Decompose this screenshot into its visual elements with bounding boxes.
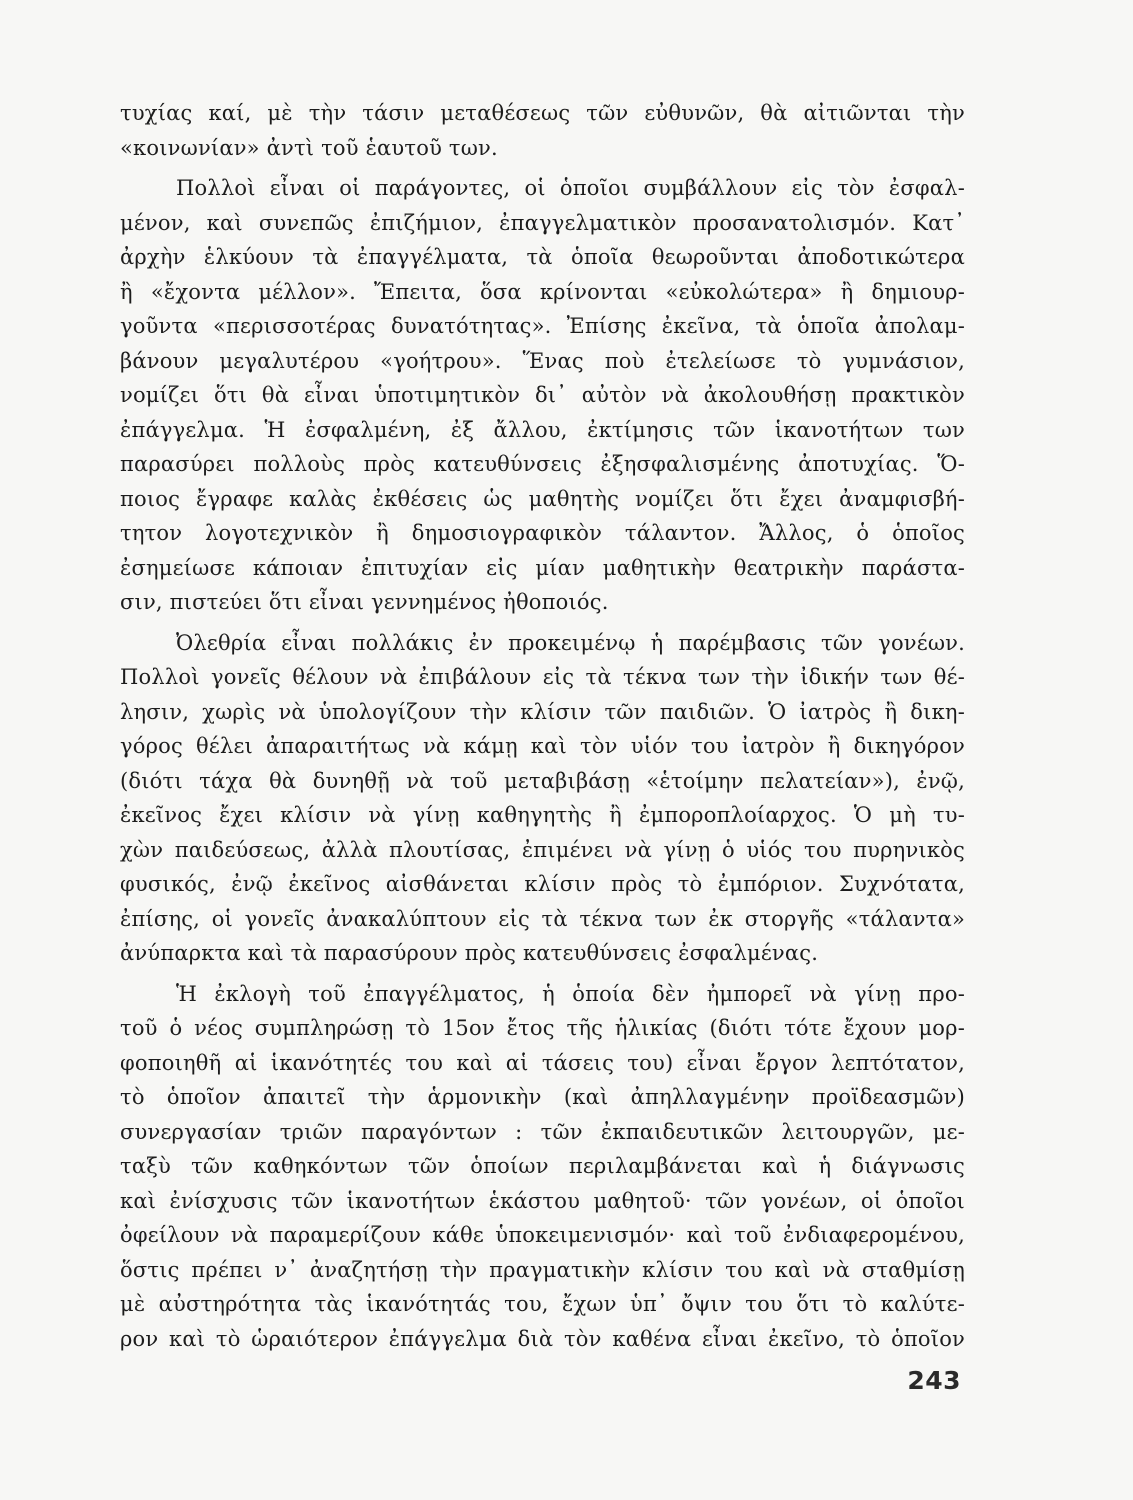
text-line: Ἡ ἐκλογὴ τοῦ ἐπαγγέλματος, ἡ ὁποία δὲν ἠμπορεῖ νὰ γίνῃ προ- [176,981,965,1006]
text-line: ἢ «ἔχοντα μέλλον». Ἔπειτα, ὅσα κρίνονται «εὐκολώτερα» ἢ δημιουρ- [120,279,965,304]
text-line: Πολλοὶ εἶναι οἱ παράγοντες, οἱ ὁποῖοι συμβάλλουν εἰς τὸν ἐσφαλ- [176,176,965,200]
text-line: λησιν, χωρὶς νὰ ὑπολογίζουν τὴν κλίσιν τῶν παιδιῶν. Ὁ ἰατρὸς ἢ δικη- [120,699,965,724]
text-line: «κοινωνίαν» ἀντὶ τοῦ ἑαυτοῦ των. [120,135,498,160]
text-line: τητον λογοτεχνικὸν ἢ δημοσιογραφικὸν τάλαντον. Ἄλλος, ὁ ὁποῖος [120,521,965,545]
text-line: μὲ αὐστηρότητα τὰς ἱκανότητάς του, ἔχων ὑπ᾽ ὄψιν του ὅτι τὸ καλύτε- [120,1292,965,1316]
text-line: σιν, πιστεύει ὅτι εἶναι γεννημένος ἠθοποιός. [120,590,609,614]
text-line: ἐπίσης, οἱ γονεῖς ἀνακαλύπτουν εἰς τὰ τέκνα των ἐκ στοργῆς «τάλαντα» [120,906,965,931]
page-number: 243 [907,1366,961,1395]
text-line: ποιος ἔγραφε καλὰς ἐκθέσεις ὡς μαθητὴς νομίζει ὅτι ἔχει ἀναμφισβή- [120,486,965,511]
text-line: τὸ ὁποῖον ἀπαιτεῖ τὴν ἁρμονικὴν (καὶ ἀπηλλαγμένην προϊδεασμῶν) [120,1085,965,1109]
text-line: καὶ ἐνίσχυσις τῶν ἱκανοτήτων ἑκάστου μαθητοῦ· τῶν γονέων, οἱ ὁποῖοι [120,1188,965,1213]
text-line: νομίζει ὅτι θὰ εἶναι ὑποτιμητικὸν δι᾽ αὐτὸν νὰ ἀκολουθήσῃ πρακτικὸν [120,383,965,407]
text-line: γόρος θέλει ἀπαραιτήτως νὰ κάμῃ καὶ τὸν υἱόν του ἰατρὸν ἢ δικηγόρον [120,734,965,758]
paragraph [120,96,965,165]
body-text [120,96,965,1356]
text-line: Πολλοὶ γονεῖς θέλουν νὰ ἐπιβάλουν εἰς τὰ τέκνα των τὴν ἰδικήν των θέ- [120,665,965,689]
paragraph [120,977,965,1357]
text-line: ὅστις πρέπει ν᾽ ἀναζητήσῃ τὴν πραγματικὴν κλίσιν του καὶ νὰ σταθμίσῃ [120,1257,965,1282]
text-line: ἐκεῖνος ἔχει κλίσιν νὰ γίνῃ καθηγητὴς ἢ ἐμποροπλοίαρχος. Ὁ μὴ τυ- [120,803,965,827]
text-line: βάνουν μεγαλυτέρου «γοήτρου». Ἕνας ποὺ ἐτελείωσε τὸ γυμνάσιον, [120,348,965,373]
text-line: μένον, καὶ συνεπῶς ἐπιζήμιον, ἐπαγγελματικὸν προσανατολισμόν. Κατ᾽ [120,210,965,235]
paragraph [120,171,965,620]
text-line: ἐπάγγελμα. Ἡ ἐσφαλμένη, ἐξ ἄλλου, ἐκτίμησις τῶν ἱκανοτήτων των [120,417,965,442]
text-line: συνεργασίαν τριῶν παραγόντων : τῶν ἐκπαιδευτικῶν λειτουργῶν, με- [120,1119,965,1144]
text-line: Ὀλεθρία εἶναι πολλάκις ἐν προκειμένῳ ἡ παρέμβασις τῶν γονέων. [176,630,965,655]
text-line: ὀφείλουν νὰ παραμερίζουν κάθε ὑποκειμενισμόν· καὶ τοῦ ἐνδιαφερομένου, [120,1223,965,1247]
text-line: ταξὺ τῶν καθηκόντων τῶν ὁποίων περιλαμβάνεται καὶ ἡ διάγνωσις [120,1154,965,1178]
text-line: ἀρχὴν ἑλκύουν τὰ ἐπαγγέλματα, τὰ ὁποῖα θεωροῦνται ἀποδοτικώτερα [120,245,965,269]
text-line: (διότι τάχα θὰ δυνηθῇ νὰ τοῦ μεταβιβάσῃ «ἑτοίμην πελατείαν»), ἐνῷ, [120,768,965,793]
text-line: τυχίας καί, μὲ τὴν τάσιν μεταθέσεως τῶν εὐθυνῶν, θὰ αἰτιῶνται τὴν [120,101,965,125]
text-line: ρον καὶ τὸ ὡραιότερον ἐπάγγελμα διὰ τὸν καθένα εἶναι ἐκεῖνο, τὸ ὁποῖον [120,1326,965,1351]
text-line: χὼν παιδεύσεως, ἀλλὰ πλουτίσας, ἐπιμένει νὰ γίνῃ ὁ υἱός του πυρηνικὸς [120,837,965,862]
text-line: φοποιηθῆ αἱ ἱκανότητές του καὶ αἱ τάσεις του) εἶναι ἔργον λεπτότατον, [120,1050,965,1075]
text-line: ἀνύπαρκτα καὶ τὰ παρασύρουν πρὸς κατευθύνσεις ἐσφαλμένας. [120,941,819,965]
paragraph [120,626,965,971]
text-line: φυσικός, ἐνῷ ἐκεῖνος αἰσθάνεται κλίσιν πρὸς τὸ ἐμπόριον. Συχνότατα, [120,872,965,896]
text-line: ἐσημείωσε κάποιαν ἐπιτυχίαν εἰς μίαν μαθητικὴν θεατρικὴν παράστα- [120,555,965,580]
text-line: παρασύρει πολλοὺς πρὸς κατευθύνσεις ἐξησφαλισμένης ἀποτυχίας. Ὅ- [120,452,965,476]
text-line: γοῦντα «περισσοτέρας δυνατότητας». Ἐπίσης ἐκεῖνα, τὰ ὁποῖα ἀπολαμ- [120,314,965,338]
text-line: τοῦ ὁ νέος συμπληρώσῃ τὸ 15ον ἔτος τῆς ἡλικίας (διότι τότε ἔχουν μορ- [120,1016,965,1040]
